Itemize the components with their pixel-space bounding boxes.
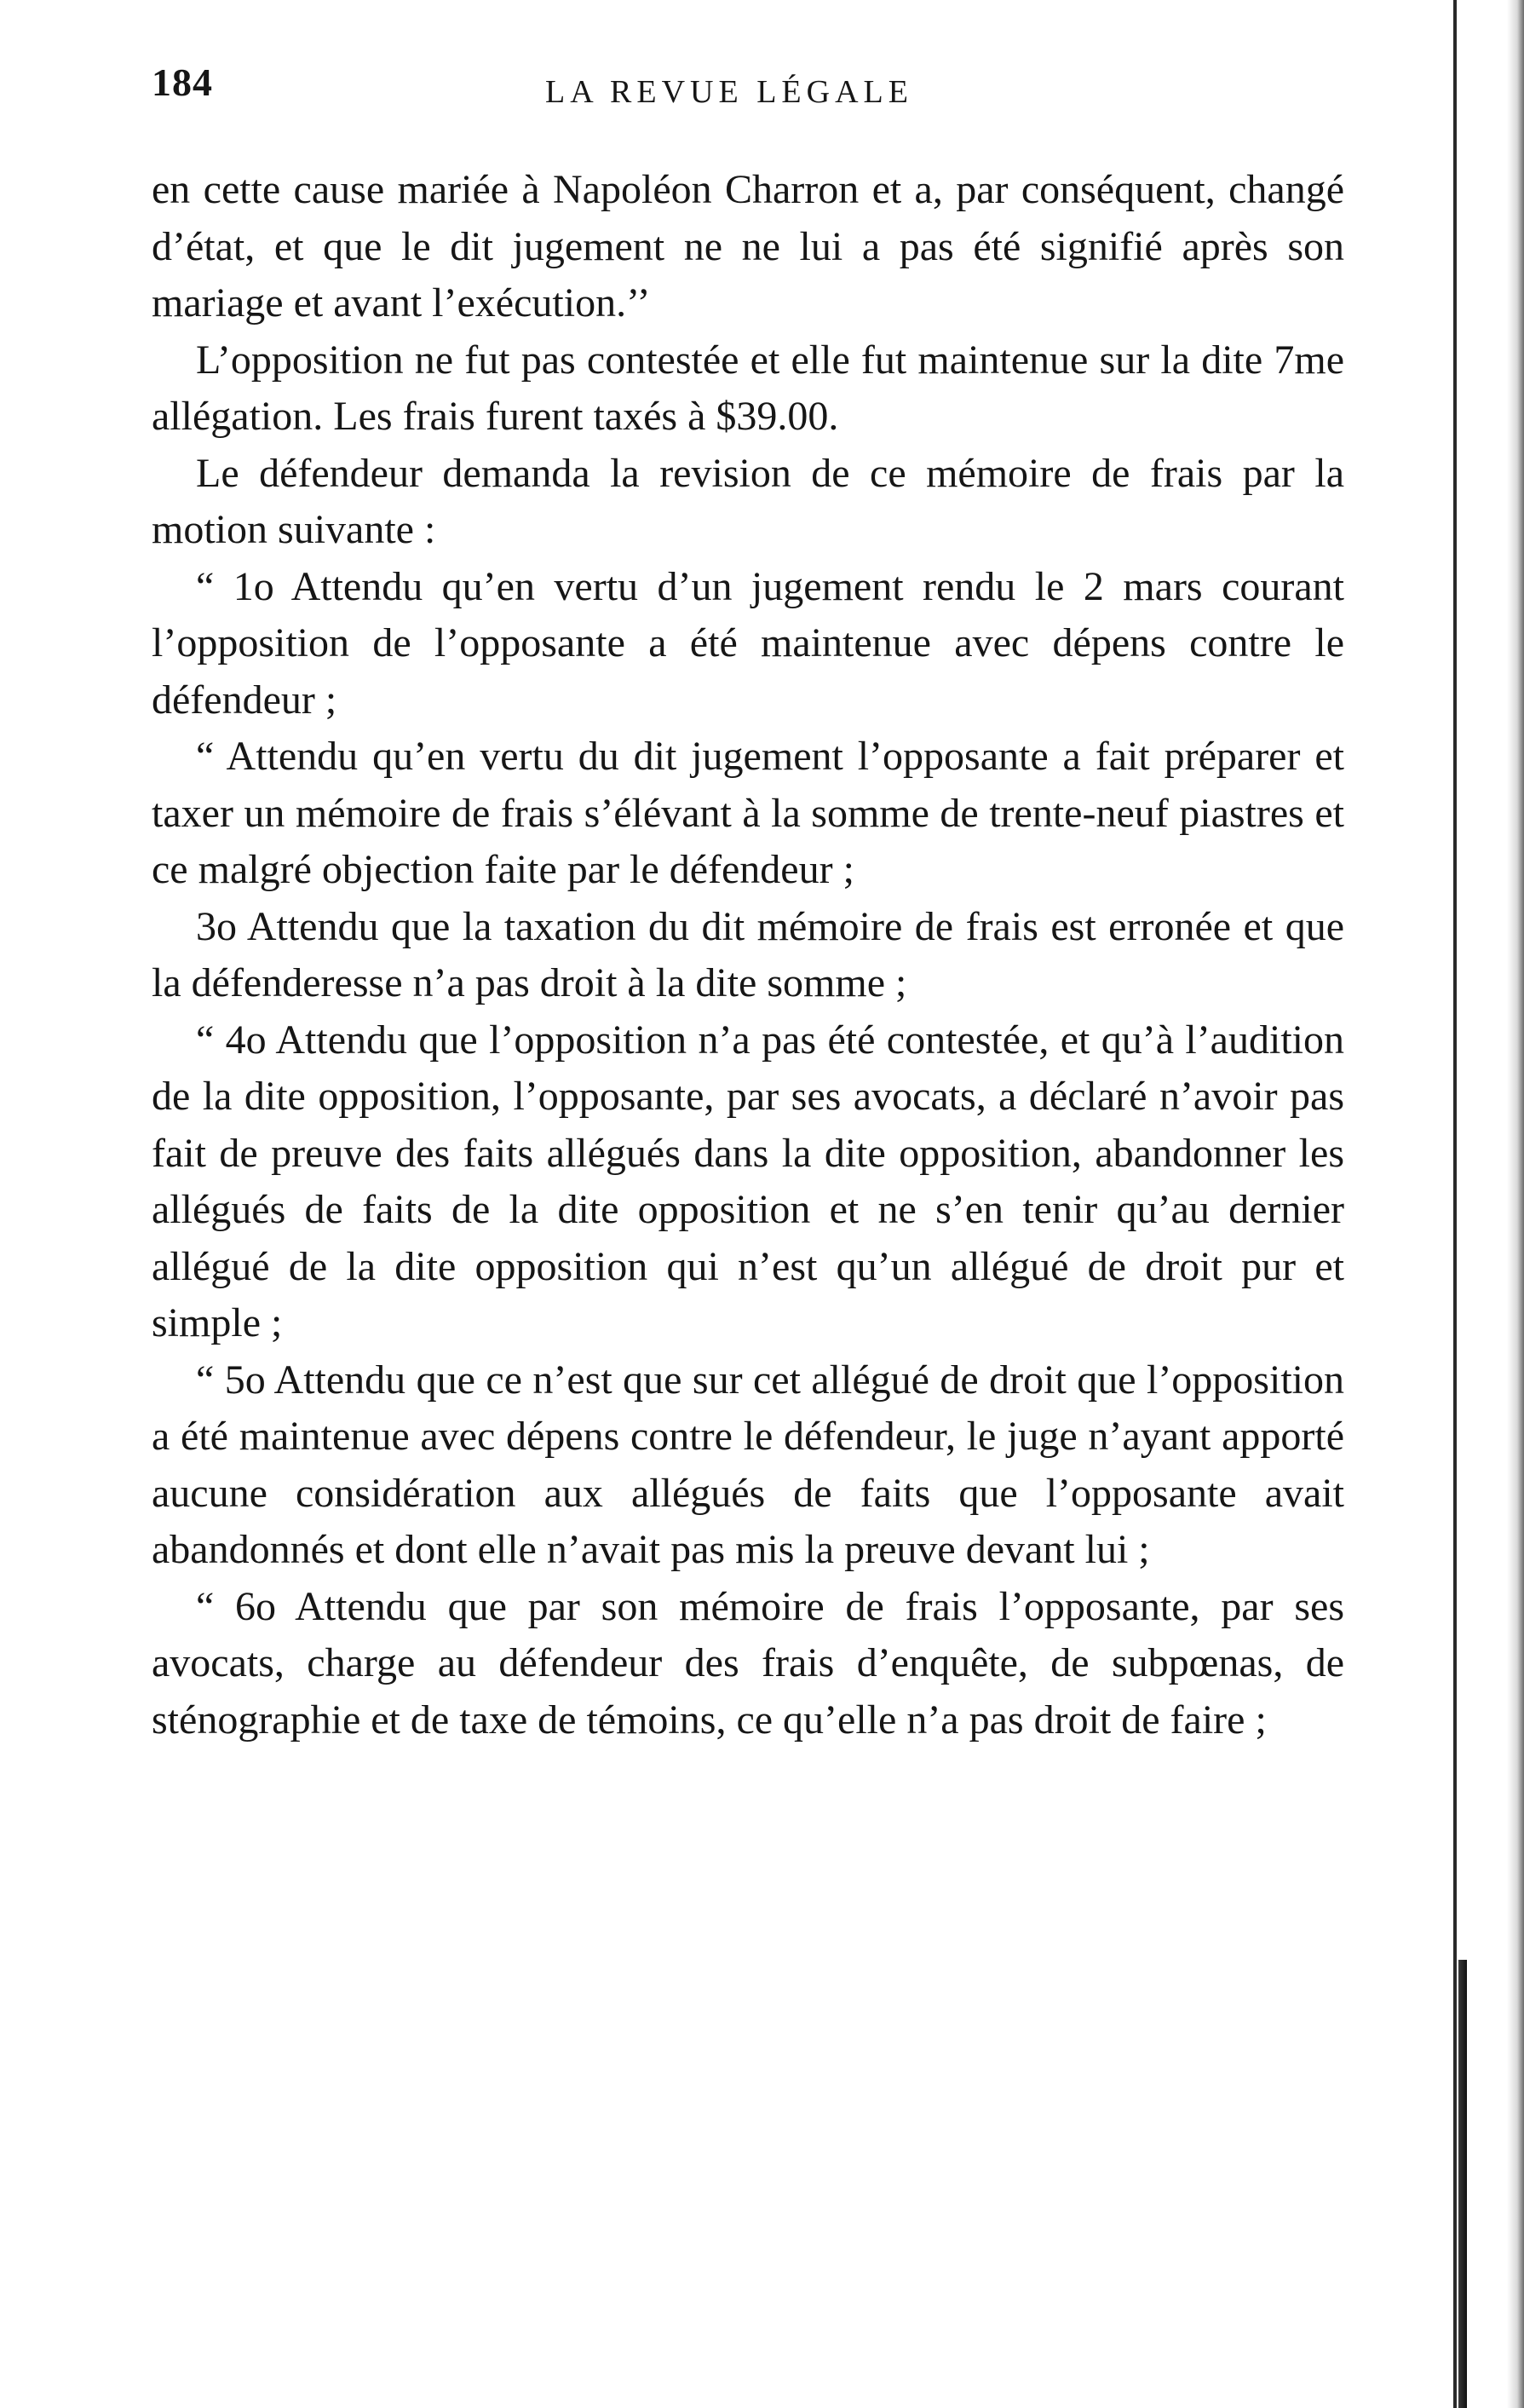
page-edge-line [1453,0,1457,2408]
page-edge-binding [1458,1960,1467,2408]
paragraph: “ Attendu qu’en vertu du dit jugement l’opposante a fait préparer et taxer un mémoire de frais s’élévant à la somme de trente-neuf piastres et ce malgré objection faite par le défendeur ; [152,734,1344,892]
page-edge-shadow [1507,0,1524,2408]
page-number: 184 [152,60,213,104]
paragraph: 3o Attendu que la taxation du dit mémoire de frais est erronée et que la défenderesse n’a pas droit à la dite somme ; [152,903,1344,1005]
paragraph: L’opposition ne fut pas contestée et elle fut maintenue sur la dite 7me allégation. Les frais furent taxés à $39.00. [152,337,1344,439]
running-title: LA REVUE LÉGALE [545,74,913,110]
paragraph: en cette cause mariée à Napoléon Charron et a, par conséquent, changé d’état, et que le dit jugement ne ne lui a pas été signifié après son mariage et avant l’exécution.’’ [152,167,1344,325]
paragraph: Le défendeur demanda la revision de ce mémoire de frais par la motion suivante : [152,450,1344,552]
paragraph: “ 1o Attendu qu’en vertu d’un jugement rendu le 2 mars courant l’opposition de l’opposante a été maintenue avec dépens contre le défendeur ; [152,563,1344,723]
paragraph: “ 4o Attendu que l’opposition n’a pas été contestée, et qu’à l’audition de la dite opposition, l’opposante, par ses avocats, a déclaré n’avoir pas fait de preuve des faits allégués dans la dite opposition, abandonner les allégués de faits de la dite opposition et ne s’en tenir qu’au dernier allégué de la dite opposition qui n’est qu’un allégué de droit pur et simple ; [152,1017,1344,1345]
paragraph: “ 6o Attendu que par son mémoire de frais l’opposante, par ses avocats, charge au défendeur des frais d’enquête, de subpœnas, de sténographie et de taxe de témoins, ce qu’elle n’a pas droit de faire ; [152,1583,1344,1743]
paragraph: “ 5o Attendu que ce n’est que sur cet allégué de droit que l’opposition a été maintenue avec dépens contre le défendeur, le juge n’ayant apporté aucune considération aux allégués de faits que l’opposante avait abandonnés et dont elle n’avait pas mis la preuve devant lui ; [152,1357,1344,1572]
body-text [152,162,1344,1748]
